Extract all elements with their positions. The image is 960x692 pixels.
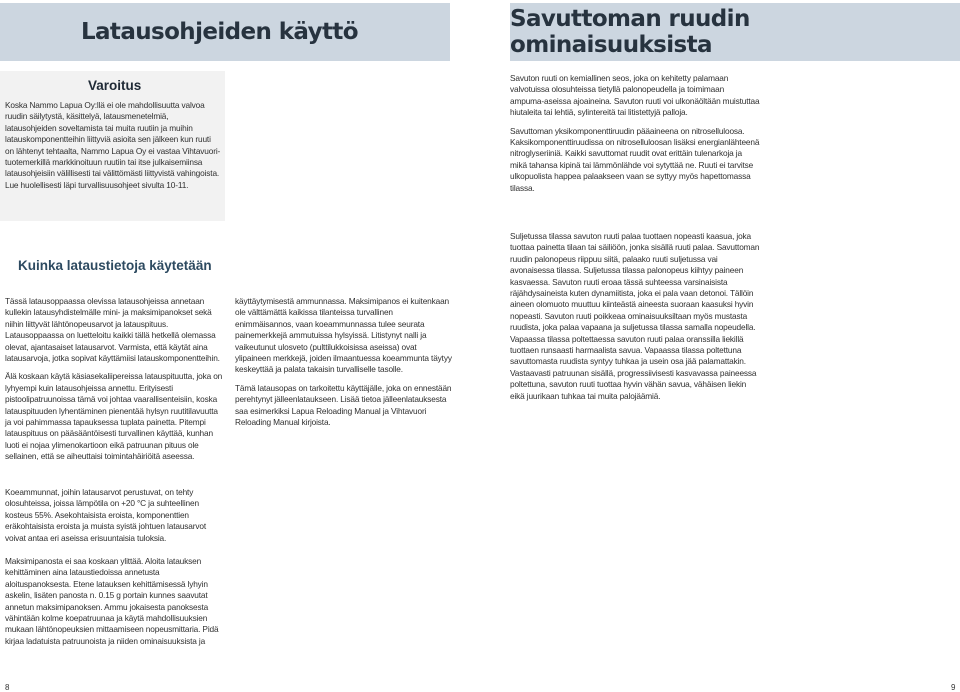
paragraph: käyttäytymisestä ammunnassa. Maksimipanos ei kuitenkaan ole välttämättä kaikissa tilanteissa turvallinen enimmäisannos, vaan koeammunnassa tulee seurata painemerkkejä ammutuissa hylsyissä. Litistynyt nalli ja vaikeutunut ulosveto (pulttilukkoisissa aseissa) ovat ylipaineen merkkejä, joiden ilmaantuessa koeammunta täytyy keskeyttää ja palata takaisin turvalliselle tasolle. bbox=[235, 296, 452, 375]
warning-title: Varoitus bbox=[88, 78, 142, 93]
left-column-2 bbox=[235, 296, 453, 435]
left-page-title: Latausohjeiden käyttö bbox=[80, 19, 358, 45]
paragraph: Älä koskaan käytä käsiasekaliipereissa latauspituutta, joka on lyhyempi kuin latausohjeissa annettu. Erityisesti pistoolipatruunoissa tämä voi johtaa vaarallisenteisiin, koska latauspituuden lyhentäminen pienentää hylsyn ruutitilavuutta ja voi pahimmassa tapauksessa tuplata painetta. Pitempi latauspituus on pääsääntöisesti turvallinen käyttää, kunhan luoti ei nojaa ylimenokartioon eikä patruunan pituus ole sellainen, että se aiheuttaisi toimintahäiriöitä aseessa. bbox=[5, 371, 223, 462]
right-page-title: Savuttoman ruudin ominaisuuksista bbox=[510, 6, 750, 58]
left-column-1-upper bbox=[5, 296, 223, 470]
paragraph: Savuttoman yksikomponenttiruudin pääaineena on nitroselluloosa. Kaksikomponenttiruudissa on nitroselluloosan lisäksi energianlähteenä nitroglyseriiniä. Kaikki savuttomat ruudit ovat erittäin tulenarkoja ja mikä tahansa kipinä tai lämmönlähde voi sytyttää ne. Ruuti ei tarvitse ulkopuolista happea palaakseen vaan se syttyy myös hapettomassa tilassa. bbox=[510, 125, 760, 193]
paragraph: Tässä latausoppaassa olevissa latausohjeissa annetaan kullekin latausyhdistelmälle mini- ja maksimipanokset sekä niihin liittyvät lähtönopeusarvot ja latauspituus. Latausoppaassa on luetteloitu kaikki tällä hetkellä olemassa olevat, ajantasaiset latausarvot. Varmista, että käytät aina latausarvoja, jotka sopivat käyttämiisi latauskomponentteihin. bbox=[5, 296, 220, 364]
paragraph: Suljetussa tilassa savuton ruuti palaa tuottaen nopeasti kaasua, joka tuottaa painetta tilaan tai säiliöön, jonka sisällä ruuti palaa. Savuttoman ruudin palonopeus riippuu siitä, palaako ruuti suljetussa vai avonaisessa tilassa. Suljetussa tilassa palonopeus kiihtyy paineen kasvaessa. Savuton ruuti eroaa tässä suhteessa varsinaisista räjähdysaineista kuten dynamiitista, joka ei pala vaan detonoi. Tällöin aineen olomuoto muuttuu kiinteästä aineesta suoraan kaasuksi hyvin nopeasti. Savuton ruuti poikkeaa ominaisuuksiltaan myös mustasta ruudista, joka palaa vapaana ja suljetussa tilassa samalla nopeudella. Vapaassa tilassa poltettaessa savuton ruuti palaa oranssilla liekillä tuottaen runsaasti harmaalista savua. Vapaassa tilassa poltettuna savuttomasta ruudista syntyy tuhkaa ja usein osa jää palamattakin. Vastaavasti patruunan sisällä, progressiivisesti kasvavassa paineessa poltettuna, savuton ruuti tuottaa hyvin vähän savua, vähäisen liekin eikä juurikaan tuhkaa tai muita palojäämiä. bbox=[510, 231, 760, 401]
right-page-body bbox=[510, 231, 760, 409]
section-title: Kuinka lataustietoja käytetään bbox=[18, 258, 212, 273]
paragraph: Savuton ruuti on kemiallinen seos, joka on kehitetty palamaan valvotuissa olosuhteissa tietyllä palonopeudella ja toimimaan ampuma-aseissa ajoaineina. Savuton ruuti voi ulkonäöltään muistuttaa hiutaleita tai lehtiä, sylintereitä tai litistettyjä palloja. bbox=[510, 73, 760, 118]
paragraph: Maksimipanosta ei saa koskaan ylittää. Aloita latauksen kehittäminen aina lataustiedoissa annetusta aloituspanoksesta. Etene latauksen kehittämisessä lyhyin askelin, lisäten panosta n. 0.15 g portain kunnes saavutat annetun maksimipanoksen. Ammu jokaisesta panoksesta vähintään kolme koepatruunaa ja käytä mahdollisuuksien mukaan lähtönopeuksien mittaamiseen nopeusmittaria. Pidä kirjaa ladatuista patruunoista ja niiden ominaisuuksista ja bbox=[5, 556, 219, 646]
page-number-right: 9 bbox=[951, 683, 956, 692]
paragraph: Koeammunnat, joihin latausarvot perustuvat, on tehty olosuhteissa, joissa lämpötila on +20 °C ja suhteellinen kosteus 55%. Asekohtaisista eroista, komponenttien eräkohtaisista eroista ja muista syistä johtuen latausarvot voivat antaa eri aseissa erisuuntaisia tuloksia. bbox=[5, 487, 206, 543]
right-page-header bbox=[510, 3, 960, 61]
left-page-header bbox=[0, 3, 450, 61]
warning-text-block bbox=[5, 100, 221, 198]
page-number-left: 8 bbox=[5, 683, 10, 692]
warning-text: Koska Nammo Lapua Oy:llä ei ole mahdollisuutta valvoa ruudin säilytystä, käsittelyä, latausmenetelmiä, latausohjeiden soveltamista tai muita ruutiin ja muihin latauskomponentteihin liittyviä asioita sen jälkeen kun ruuti on lähtenyt tehtaalta, Nammo Lapua Oy ei vastaa Vihtavuori-tuotemerkillä markkinoituun ruutiin tai itse julkaisemiinsa latausohjeisiin välillisesti tai välittömästi liittyvistä vahingoista. Lue huolellisesti läpi turvallisuusohjeet sivulta 10-11. bbox=[5, 100, 221, 190]
left-column-1-lower bbox=[5, 487, 223, 654]
right-page-intro bbox=[510, 73, 760, 201]
paragraph: Tämä latausopas on tarkoitettu käyttäjälle, joka on ennestään perehtynyt jälleenlataukseen. Lisää tietoa jälleenlatauksesta saa esimerkiksi Lapua Reloading Manual ja Vihtavuori Reloading Manual kirjoista. bbox=[235, 382, 452, 428]
